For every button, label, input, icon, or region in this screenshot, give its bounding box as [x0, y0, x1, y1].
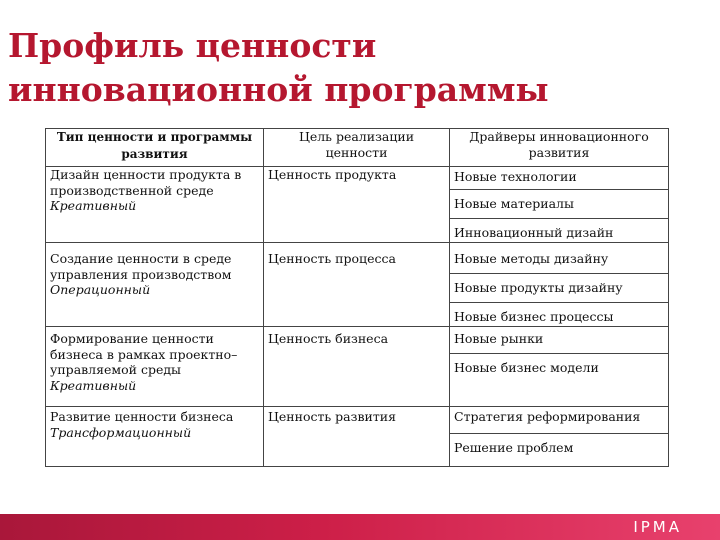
table-row — [46, 243, 669, 327]
driver-item: Новые бизнес модели — [450, 353, 668, 376]
type-style: Трансформационный — [50, 424, 192, 440]
page-title — [8, 24, 708, 112]
ipma-logo: IPMA — [633, 518, 682, 536]
type-text: Развитие ценности бизнеса — [50, 409, 234, 424]
header-drivers — [450, 129, 669, 167]
drivers-cell — [450, 327, 669, 407]
driver-item: Новые бизнес процессы — [450, 302, 668, 325]
goal-cell — [264, 327, 450, 407]
driver-item: Новые материалы — [450, 189, 668, 218]
table-row — [46, 167, 669, 243]
type-style: Креативный — [50, 198, 137, 213]
goal-text: Ценность бизнеса — [268, 331, 389, 346]
driver-item: Стратегия реформирования — [454, 409, 641, 424]
goal-cell — [264, 167, 450, 243]
type-style: Креативный — [50, 377, 137, 393]
drivers-cell — [450, 407, 669, 467]
type-text: управления производством — [50, 266, 232, 282]
driver-item: Новые методы дизайну — [454, 251, 609, 266]
type-text: бизнеса в рамках проектно– — [50, 346, 238, 362]
goal-cell — [264, 243, 450, 327]
header-goal-label: Цель реализации ценности — [298, 129, 415, 160]
title-line-1: Профиль ценности — [8, 26, 377, 65]
driver-item: Решение проблем — [450, 433, 668, 456]
header-type-label: Тип ценности и программы развития — [56, 130, 253, 161]
header-type — [46, 129, 264, 167]
driver-item: Новые продукты дизайну — [450, 273, 668, 302]
table-row — [46, 327, 669, 407]
driver-item: Новые технологии — [454, 169, 577, 184]
header-goal — [264, 129, 450, 167]
type-text: Формирование ценности — [50, 331, 214, 346]
type-cell — [46, 243, 264, 327]
drivers-cell — [450, 167, 669, 243]
value-profile-table — [45, 128, 669, 467]
table-header-row — [46, 129, 669, 167]
title-line-2: инновационной программы — [8, 70, 549, 109]
header-drivers-label: Драйверы инновационного развития — [469, 129, 649, 160]
footer-bar — [0, 514, 720, 540]
type-text: управляемой среды — [50, 362, 181, 377]
type-cell — [46, 167, 264, 243]
type-cell — [46, 407, 264, 467]
driver-item: Новые рынки — [454, 331, 544, 346]
goal-text: Ценность процесса — [268, 251, 396, 266]
drivers-cell — [450, 243, 669, 327]
driver-item: Инновационный дизайн — [450, 218, 668, 241]
type-text: производственной среде — [50, 182, 214, 198]
goal-cell — [264, 407, 450, 467]
type-text: Создание ценности в среде — [50, 251, 232, 266]
goal-text: Ценность продукта — [268, 167, 397, 182]
type-style: Операционный — [50, 282, 151, 297]
type-cell — [46, 327, 264, 407]
goal-text: Ценность развития — [268, 409, 396, 424]
type-text: Дизайн ценности продукта в — [50, 167, 242, 182]
table-row — [46, 407, 669, 467]
